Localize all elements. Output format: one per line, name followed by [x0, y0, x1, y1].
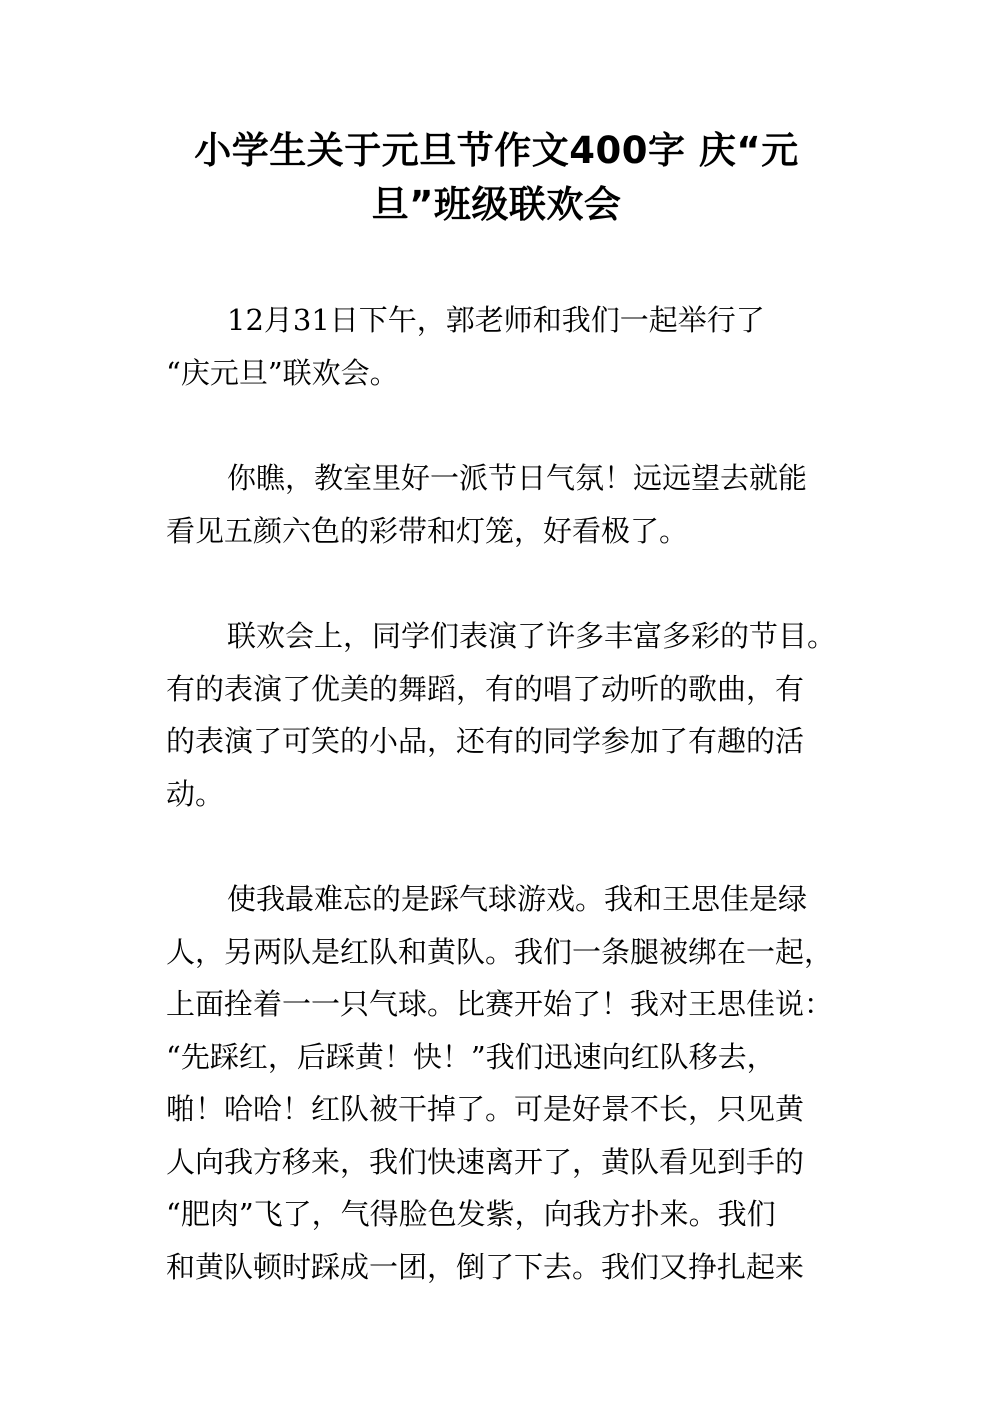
- paragraph-1: [166, 294, 846, 399]
- paragraph-line: 12月31日下午，郭老师和我们一起举行了: [227, 303, 765, 337]
- paragraph-line: 看见五颜六色的彩带和灯笼，好看极了。: [166, 513, 689, 548]
- paragraph-2: [166, 452, 846, 557]
- document-body: [166, 294, 846, 1346]
- paragraph-3: [166, 610, 846, 820]
- paragraph-line: “庆元旦”联欢会。: [166, 355, 399, 390]
- paragraph-line: 人，另两队是红队和黄队。我们一条腿被绑在一起，: [166, 934, 834, 969]
- paragraph-line: 人向我方移来，我们快速离开了，黄队看见到手的: [166, 1144, 805, 1179]
- paragraph-line: 有的表演了优美的舞蹈，有的唱了动听的歌曲，有: [166, 671, 805, 706]
- title-line-2: 旦”班级联欢会: [371, 183, 622, 226]
- paragraph-line: “先踩红，后踩黄！快！”我们迅速向红队移去，: [166, 1039, 776, 1074]
- paragraph-line: 和黄队顿时踩成一团，倒了下去。我们又挣扎起来: [166, 1249, 805, 1284]
- paragraph-line: 使我最难忘的是踩气球游戏。我和王思佳是绿: [227, 882, 808, 916]
- paragraph-line: 的表演了可笑的小品，还有的同学参加了有趣的活: [166, 724, 805, 758]
- paragraph-line: 联欢会上，同学们表演了许多丰富多彩的节目。: [227, 619, 837, 653]
- paragraph-line: 啪！哈哈！红队被干掉了。可是好景不长，只见黄: [166, 1092, 805, 1126]
- title-line-1: 小学生关于元旦节作文400字 庆“元: [194, 129, 799, 172]
- paragraph-line: 动。: [166, 776, 225, 811]
- paragraph-line: 上面拴着一一只气球。比赛开始了！我对王思佳说：: [166, 987, 834, 1021]
- document-title: [150, 124, 843, 232]
- paragraph-4: [166, 873, 846, 1293]
- paragraph-line: 你瞧，教室里好一派节日气氛！远远望去就能: [227, 461, 808, 495]
- paragraph-line: “肥肉”飞了，气得脸色发紫，向我方扑来。我们: [166, 1197, 776, 1231]
